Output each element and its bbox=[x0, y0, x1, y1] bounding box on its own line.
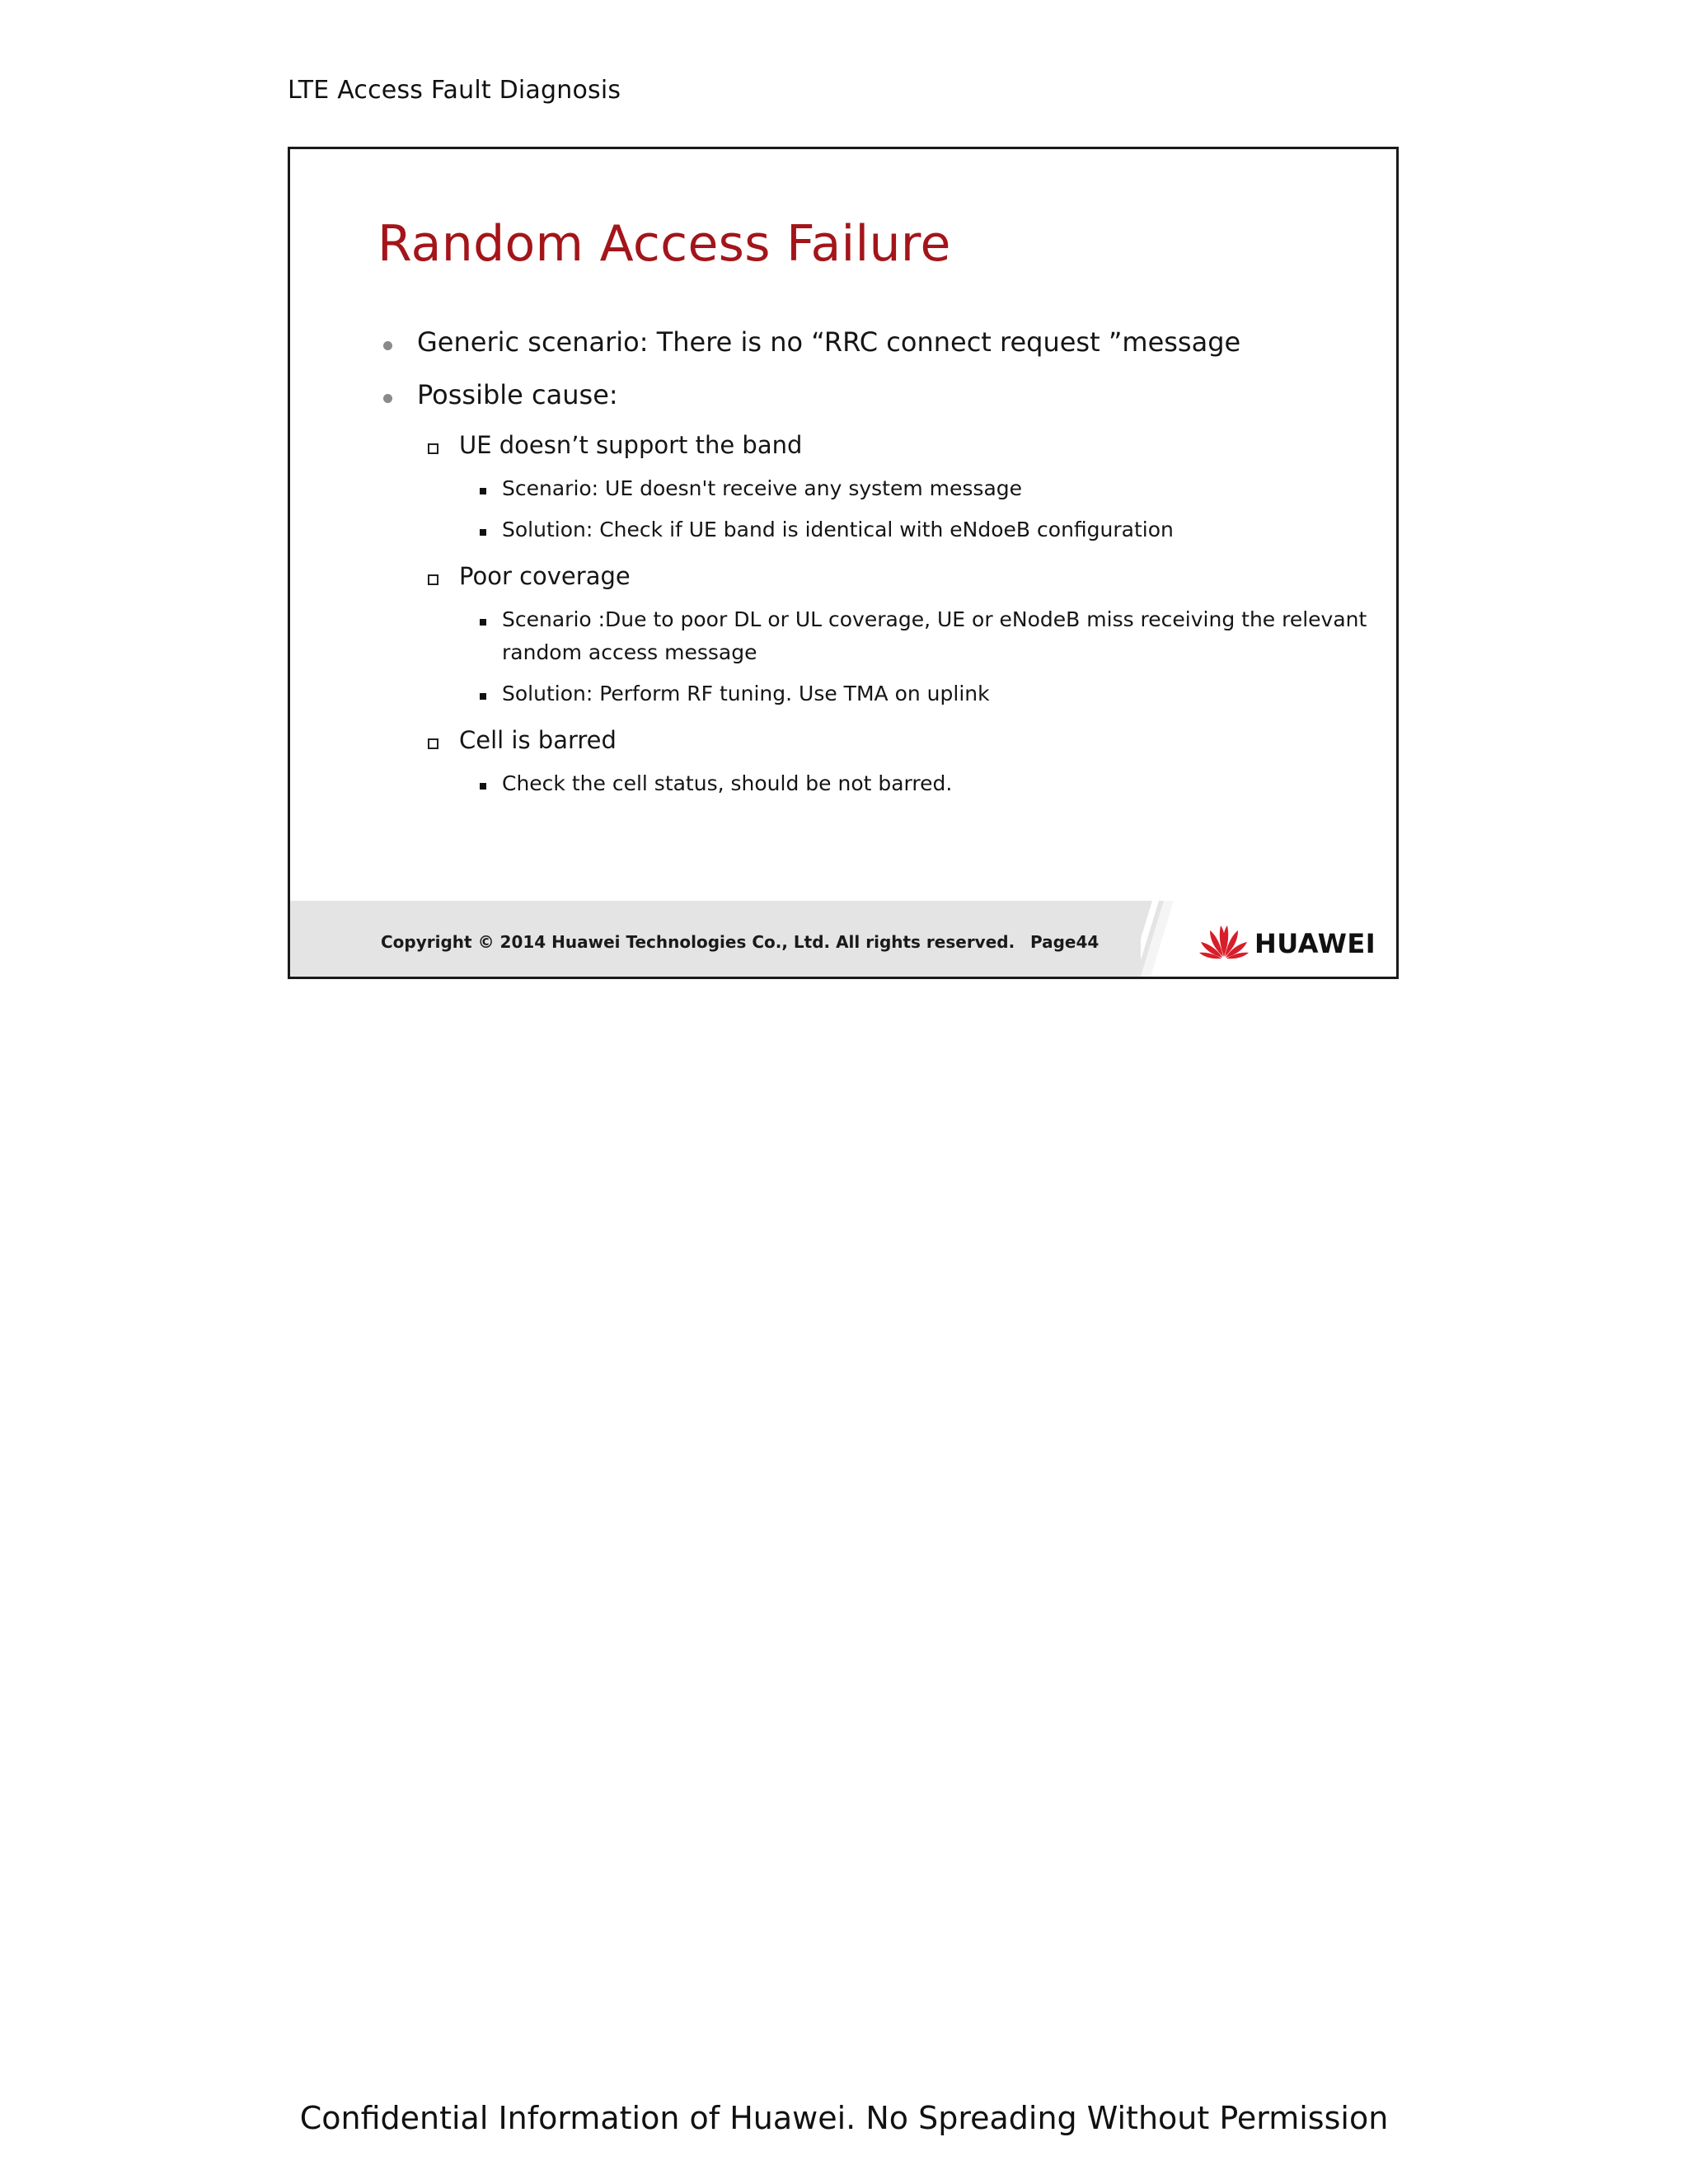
page-number: Page44 bbox=[1030, 932, 1100, 952]
bullet-item-continuation: random access message bbox=[502, 640, 757, 664]
bullet-item: Solution: Perform RF tuning. Use TMA on uplink bbox=[502, 682, 990, 705]
square-bullet-icon bbox=[480, 693, 486, 700]
bullet-item: Cell is barred bbox=[459, 726, 617, 754]
slide-title: Random Access Failure bbox=[377, 215, 951, 273]
square-bullet-icon bbox=[480, 529, 486, 536]
hollow-square-bullet-icon bbox=[428, 574, 438, 585]
bullet-item: Poor coverage bbox=[459, 562, 631, 590]
document-header: LTE Access Fault Diagnosis bbox=[288, 76, 621, 105]
bullet-dot-icon bbox=[383, 341, 392, 350]
bullet-item: Check the cell status, should be not barred. bbox=[502, 771, 953, 795]
bullet-item: Solution: Check if UE band is identical with eNdoeB configuration bbox=[502, 518, 1174, 541]
slide-footer bbox=[290, 901, 1396, 977]
square-bullet-icon bbox=[480, 783, 486, 790]
bullet-item: Scenario :Due to poor DL or UL coverage, UE or eNodeB miss receiving the relevant bbox=[502, 607, 1367, 631]
bullet-item: Generic scenario: There is no “RRC connect request ”message bbox=[417, 326, 1241, 358]
slide bbox=[288, 147, 1399, 979]
bullet-dot-icon bbox=[383, 394, 392, 403]
bullet-item: Possible cause: bbox=[417, 379, 618, 410]
huawei-logo-icon bbox=[1198, 919, 1250, 960]
square-bullet-icon bbox=[480, 488, 486, 494]
bullet-item: UE doesn’t support the band bbox=[459, 431, 803, 459]
copyright-text: Copyright © 2014 Huawei Technologies Co., Ltd. All rights reserved. bbox=[381, 932, 1015, 952]
hollow-square-bullet-icon bbox=[428, 738, 438, 749]
bullet-item: Scenario: UE doesn't receive any system message bbox=[502, 476, 1023, 500]
confidential-notice: Confidential Information of Huawei. No Spreading Without Permission bbox=[299, 2100, 1389, 2136]
hollow-square-bullet-icon bbox=[428, 443, 438, 454]
square-bullet-icon bbox=[480, 619, 486, 626]
huawei-logo-text: HUAWEI bbox=[1254, 928, 1376, 959]
